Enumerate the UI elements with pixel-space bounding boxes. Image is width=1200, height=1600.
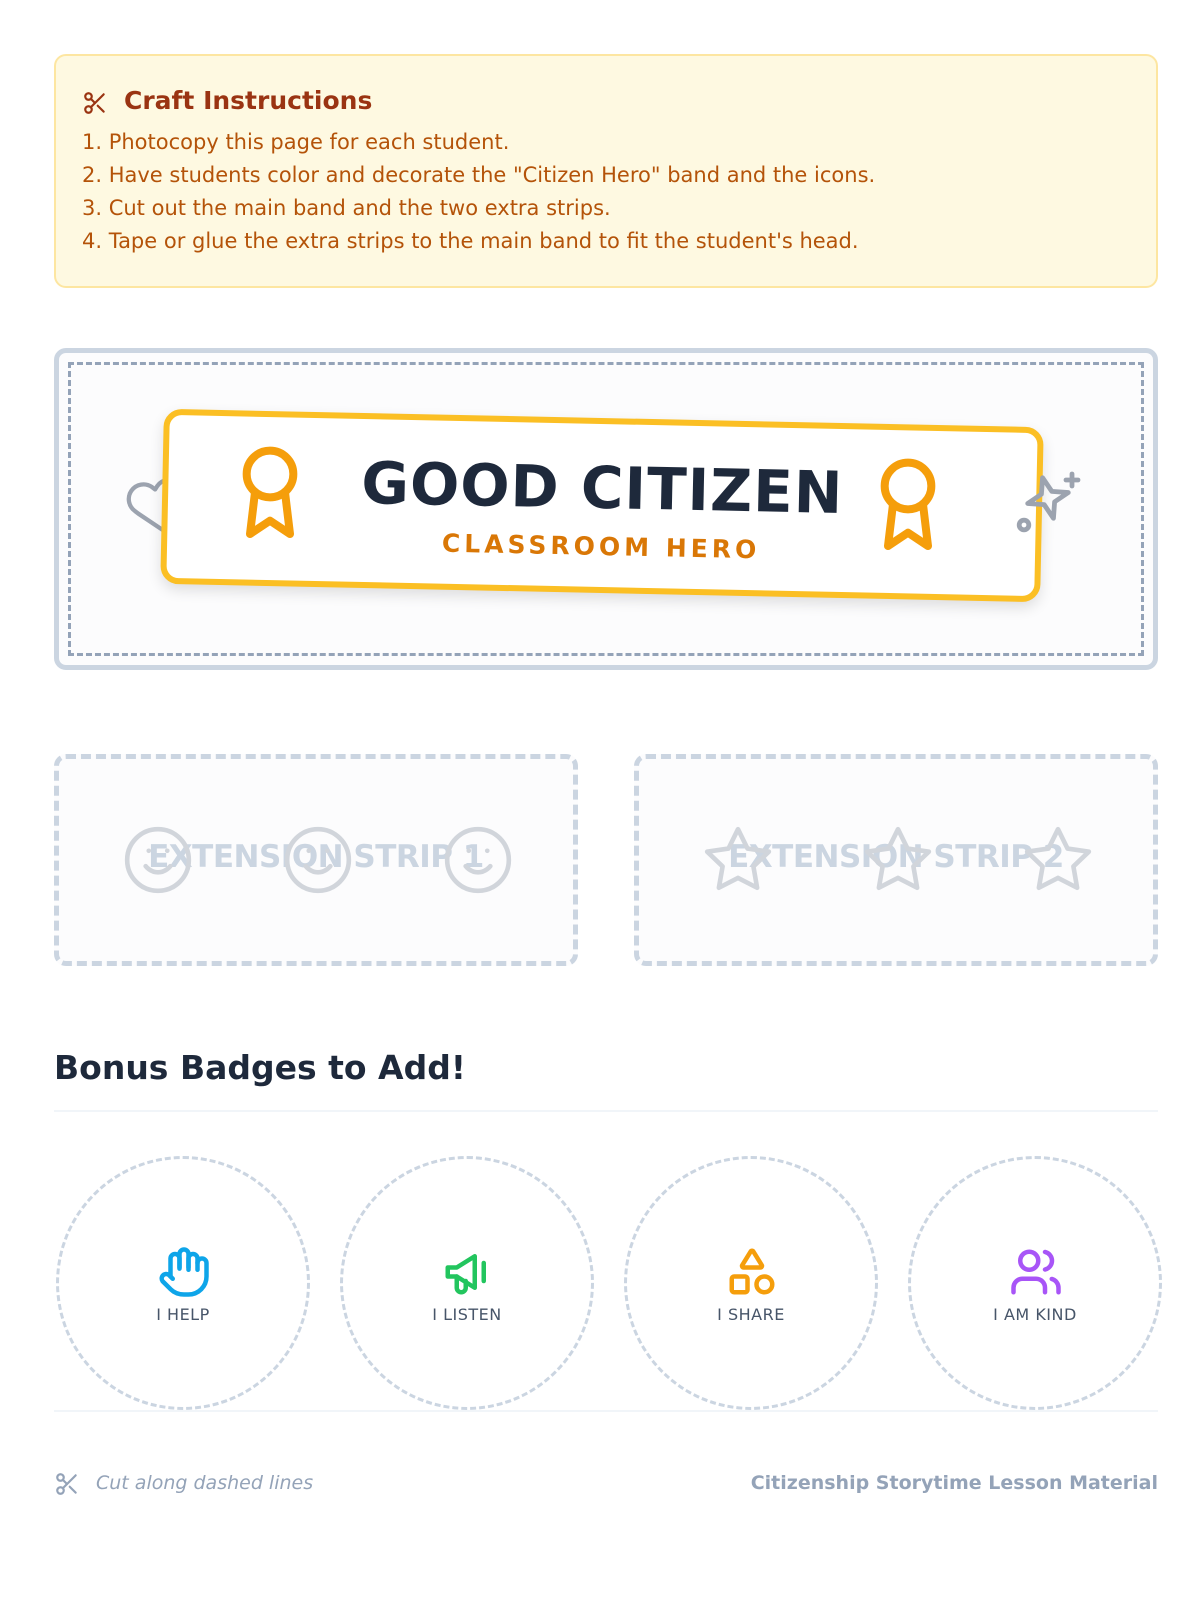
divider <box>54 1410 1158 1412</box>
instruction-step: 3. Cut out the main band and the two extra strips. <box>82 196 611 220</box>
badge-label: I HELP <box>156 1305 210 1324</box>
smiley-icon <box>281 823 355 897</box>
scissors-icon <box>54 1469 80 1499</box>
instructions-title: Craft Instructions <box>124 86 373 115</box>
band-title: GOOD CITIZEN <box>360 448 845 528</box>
instruction-step: 2. Have students color and decorate the "Citizen Hero" band and the icons. <box>82 163 876 187</box>
sparkles-icon <box>1012 468 1084 540</box>
instruction-step: 4. Tape or glue the extra strips to the main band to fit the student's head. <box>82 229 859 253</box>
badge-i-listen <box>340 1156 594 1410</box>
extension-strip-1 <box>54 754 578 966</box>
scissors-icon <box>82 90 108 116</box>
band-subtitle: CLASSROOM HERO <box>441 528 761 565</box>
badges-heading: Bonus Badges to Add! <box>54 1048 466 1087</box>
badge-label: I LISTEN <box>432 1305 502 1324</box>
badge-i-share <box>624 1156 878 1410</box>
users-icon <box>1009 1245 1063 1299</box>
badge-label: I AM KIND <box>993 1305 1077 1324</box>
source-credit: Citizenship Storytime Lesson Material <box>750 1472 1158 1494</box>
badge-i-am-kind <box>908 1156 1162 1410</box>
star-icon <box>701 823 775 897</box>
badge-i-help <box>56 1156 310 1410</box>
star-icon <box>861 823 935 897</box>
cut-note: Cut along dashed lines <box>96 1472 314 1494</box>
badge-label: I SHARE <box>717 1305 785 1324</box>
shapes-icon <box>725 1245 779 1299</box>
smiley-icon <box>441 823 515 897</box>
award-ribbon-icon <box>868 456 948 556</box>
smiley-icon <box>121 823 195 897</box>
megaphone-icon <box>441 1245 495 1299</box>
extension-strip-2 <box>634 754 1158 966</box>
strip-label: EXTENSION STRIP 2 <box>728 839 1064 875</box>
instruction-step: 1. Photocopy this page for each student. <box>82 130 510 154</box>
divider <box>54 1110 1158 1112</box>
star-icon <box>1021 823 1095 897</box>
hand-icon <box>157 1245 211 1299</box>
award-ribbon-icon <box>230 444 310 544</box>
strip-label: EXTENSION STRIP 1 <box>148 839 484 875</box>
